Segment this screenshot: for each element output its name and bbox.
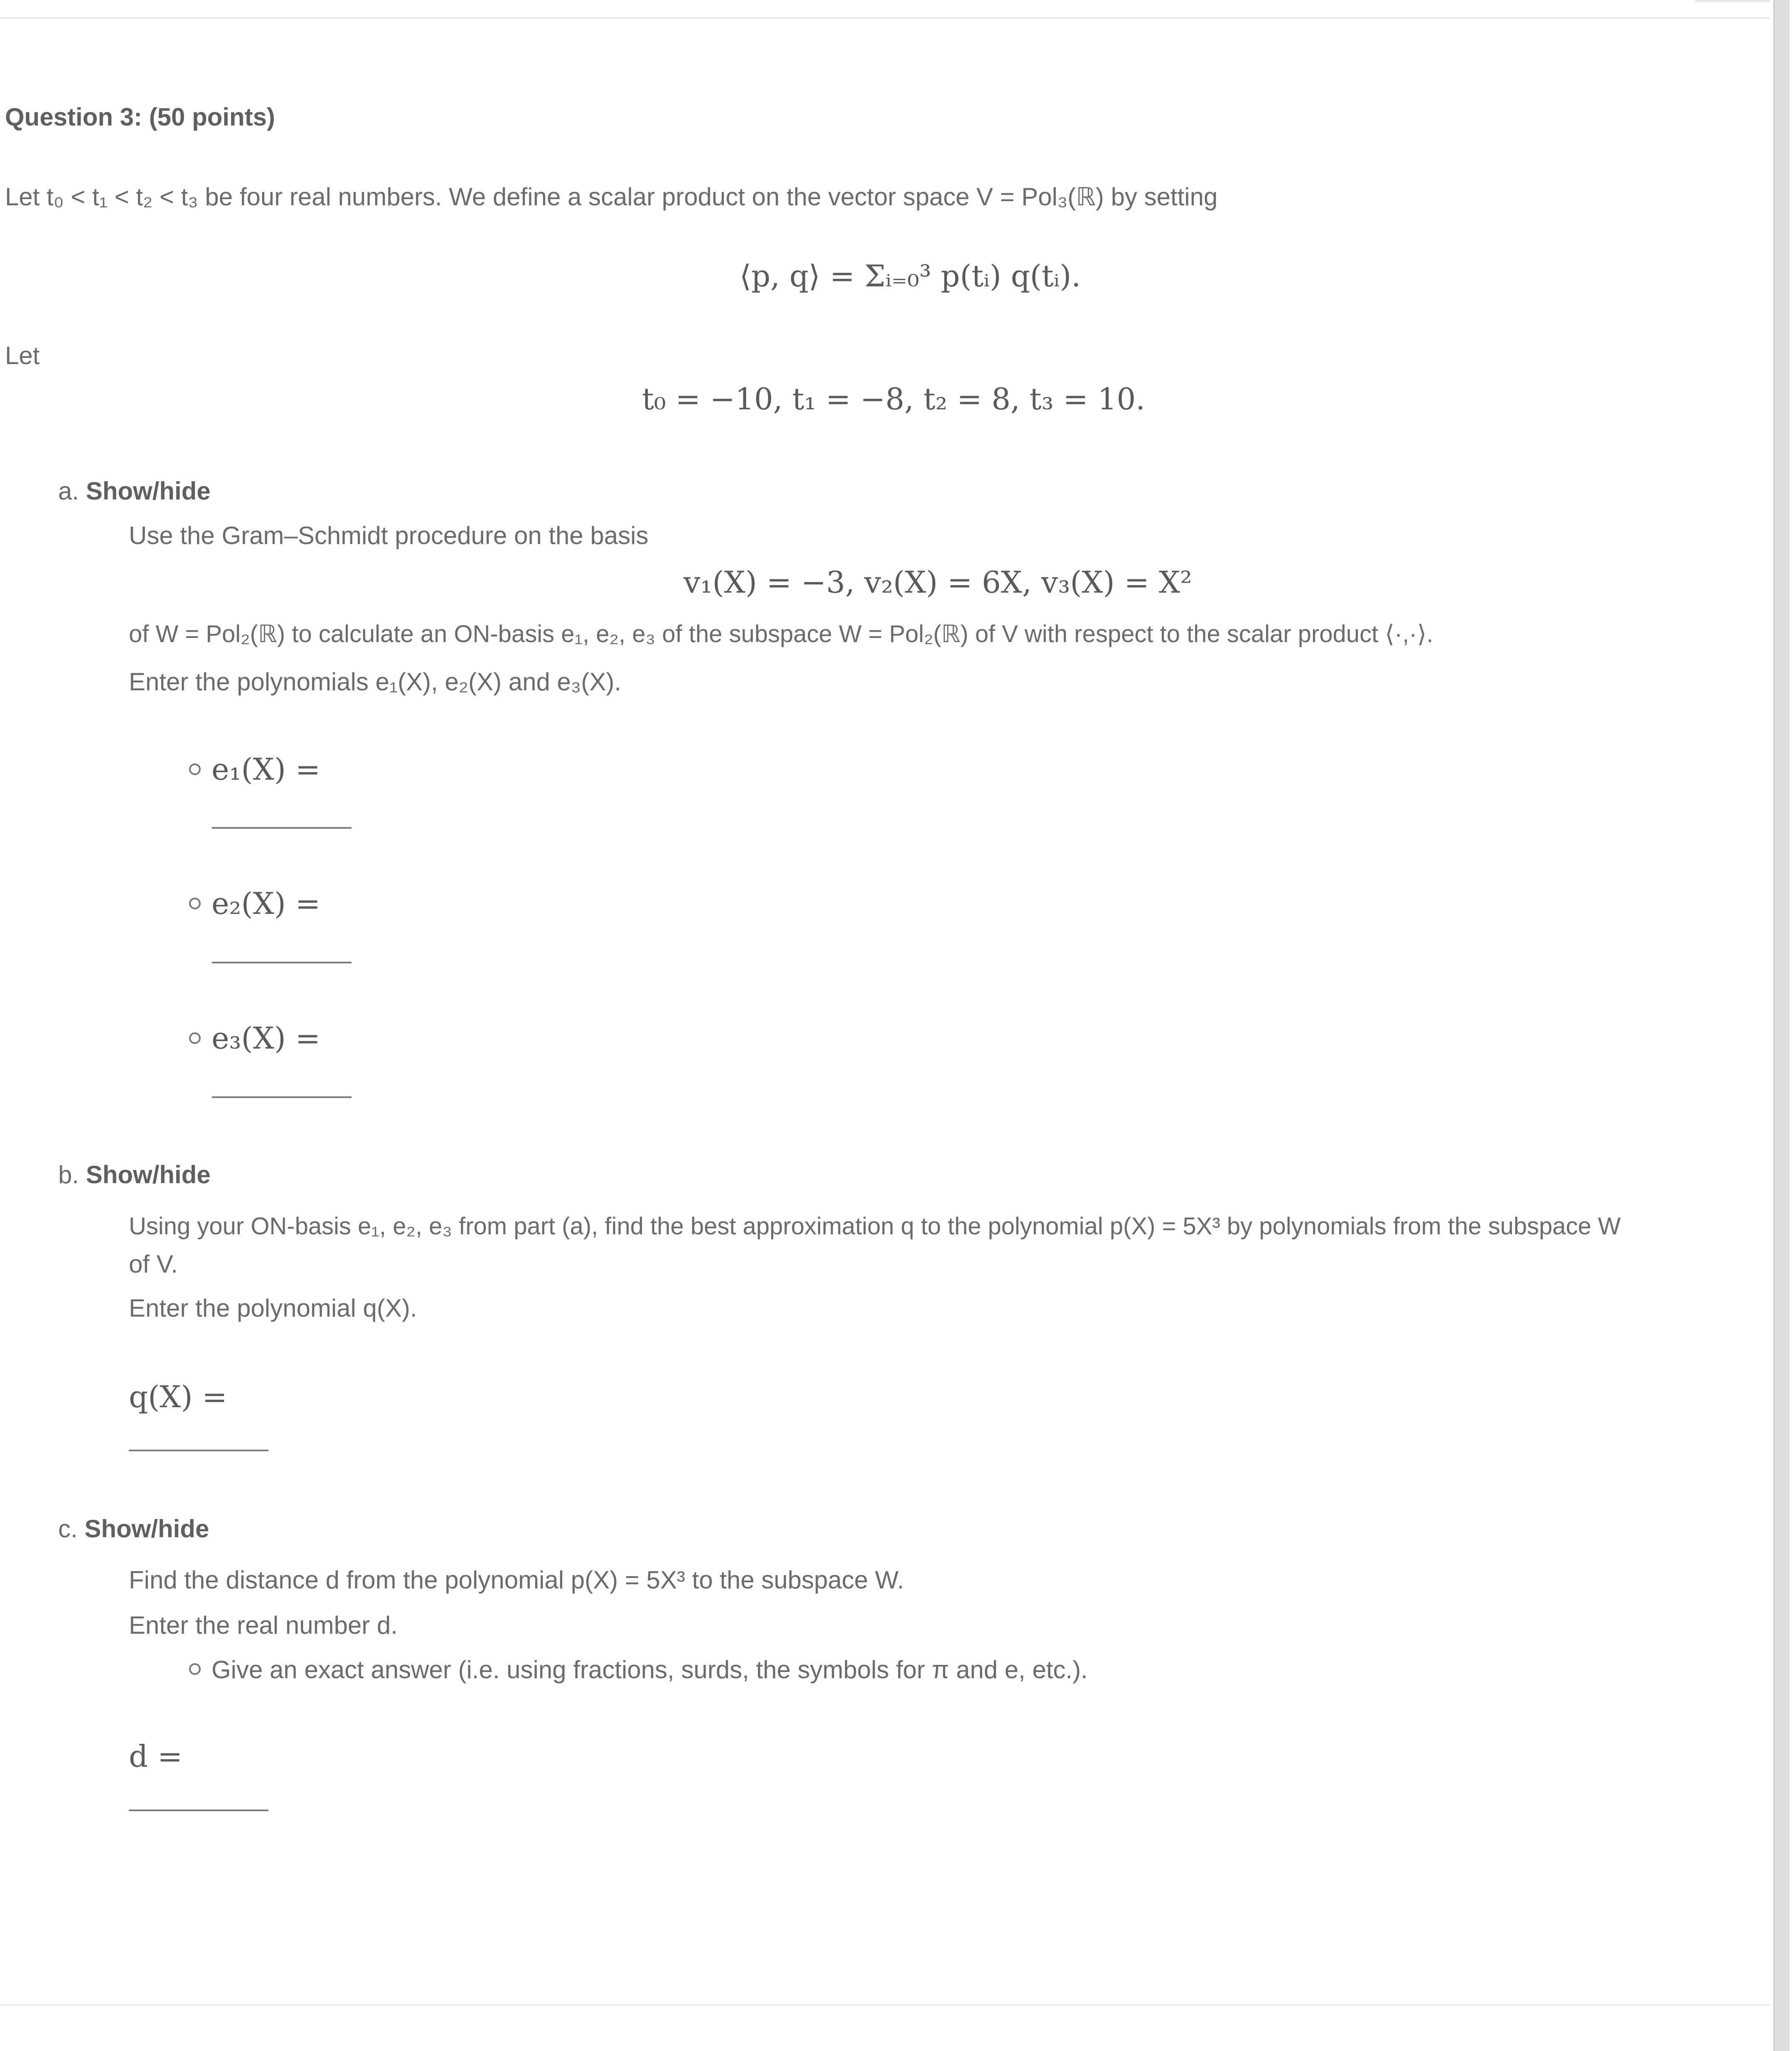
part-c-hint	[189, 1657, 1088, 1682]
part-c-prefix: c.	[58, 1515, 78, 1543]
part-a-toggle[interactable]: Show/hide	[86, 477, 211, 505]
part-b-line2: Enter the polynomial q(X).	[129, 1294, 417, 1322]
e3-input[interactable]	[212, 1096, 352, 1098]
part-c-hint-text: Give an exact answer (i.e. using fractions, surds, the symbols for π and e, etc.).	[211, 1656, 1088, 1684]
part-a-basis: v₁(X) = −3, v₂(X) = 6X, v₃(X) = X²	[683, 565, 1192, 600]
part-c-line2: Enter the real number d.	[129, 1611, 398, 1639]
part-a-header	[58, 479, 211, 504]
part-b-prefix: b.	[58, 1161, 79, 1189]
part-c-toggle[interactable]: Show/hide	[84, 1515, 209, 1543]
part-c-header	[58, 1517, 209, 1541]
part-a-line3: Enter the polynomials e₁(X), e₂(X) and e₃(X).	[129, 668, 622, 696]
part-b-toggle[interactable]: Show/hide	[86, 1161, 211, 1189]
bullet-icon	[189, 1032, 201, 1044]
e1-input[interactable]	[212, 827, 352, 829]
e1-answer-label	[189, 752, 321, 787]
e3-answer-label	[189, 1021, 321, 1056]
part-c-line1: Find the distance d from the polynomial p(X) = 5X³ to the subspace W.	[129, 1566, 904, 1594]
bullet-icon	[189, 763, 201, 775]
top-notch	[1695, 0, 1770, 2]
bullet-icon	[189, 898, 201, 909]
q-answer-label: q(X) =	[129, 1379, 227, 1414]
d-answer-label: d =	[129, 1739, 183, 1774]
part-a-line2: of W = Pol₂(ℝ) to calculate an ON-basis e₁, e₂, e₃ of the subspace W = Pol₂(ℝ) of V with respect to the scalar product ⟨·,·⟩.	[129, 620, 1433, 648]
e2-answer-label	[189, 886, 321, 921]
let-label: Let	[5, 342, 40, 369]
sample-points: t₀ = −10, t₁ = −8, t₂ = 8, t₃ = 10.	[642, 382, 1146, 416]
part-b-line1b: of V.	[129, 1250, 178, 1278]
bottom-divider	[0, 2004, 1770, 2006]
scalar-product-formula: ⟨p, q⟩ = Σᵢ₌₀³ p(tᵢ) q(tᵢ).	[740, 259, 1081, 293]
question-title: Question 3: (50 points)	[5, 103, 275, 131]
intro-text: Let t₀ < t₁ < t₂ < t₃ be four real numbers. We define a scalar product on the vector space V = Pol₃(ℝ) by setting	[5, 183, 1218, 211]
scrollbar[interactable]	[1773, 0, 1790, 2051]
e1-label-text: e₁(X) =	[211, 752, 321, 787]
e2-input[interactable]	[212, 962, 352, 963]
part-b-header	[58, 1162, 211, 1187]
d-input[interactable]	[129, 1810, 268, 1811]
q-input[interactable]	[129, 1450, 268, 1451]
part-a-prefix: a.	[58, 477, 79, 505]
e2-label-text: e₂(X) =	[211, 886, 321, 921]
bullet-icon	[189, 1663, 201, 1675]
part-a-line1: Use the Gram–Schmidt procedure on the basis	[129, 522, 649, 549]
top-divider	[0, 17, 1770, 19]
part-b-line1: Using your ON-basis e₁, e₂, e₃ from part (a), find the best approximation q to the polynomial p(X) = 5X³ by polynomials from the subspace W	[129, 1213, 1621, 1240]
e3-label-text: e₃(X) =	[211, 1021, 321, 1056]
